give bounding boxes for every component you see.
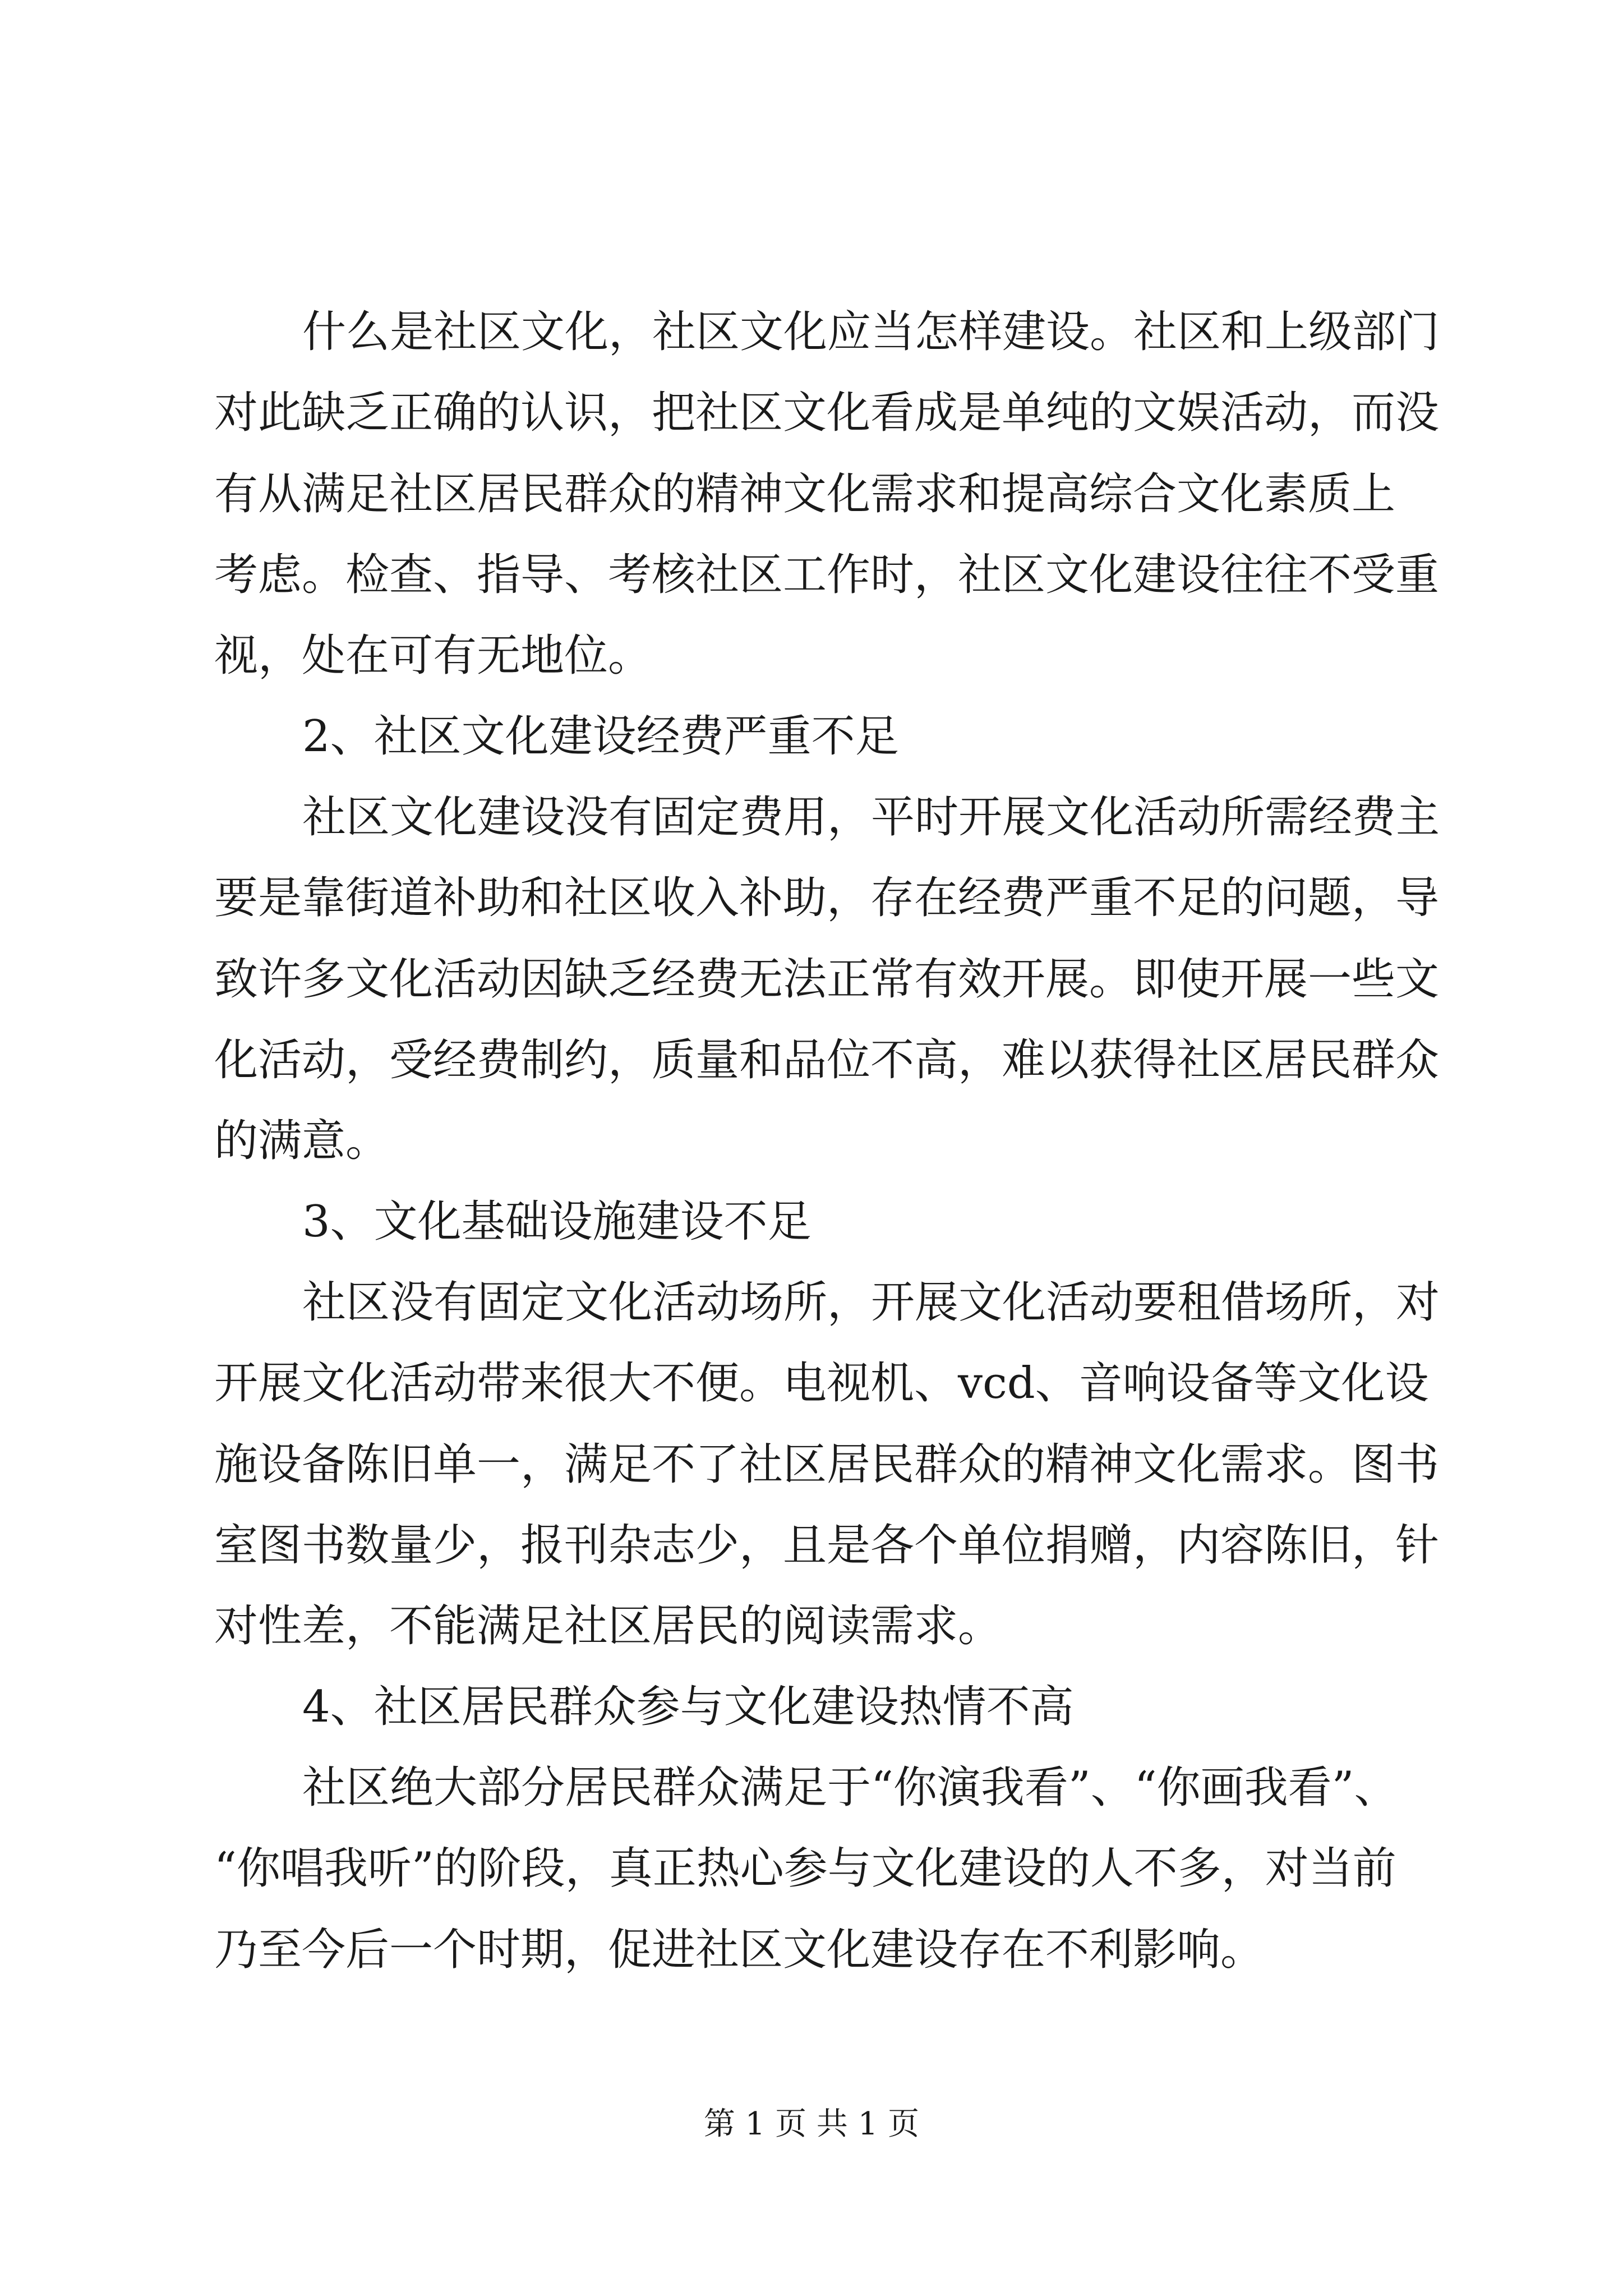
- section-heading: 3、文化基础设施建设不足: [302, 1197, 811, 1247]
- paragraph-line: “你唱我听”的阶段，真正热心参与文化建设的人不多，对当前: [214, 1843, 1396, 1894]
- section-heading: 4、社区居民群众参与文化建设热情不高: [302, 1682, 1074, 1732]
- paragraph-line: 社区没有固定文化活动场所，开展文化活动要租借场所，对: [302, 1277, 1440, 1328]
- paragraph-line: 致许多文化活动因缺乏经费无法正常有效开展。即使开展一些文: [214, 954, 1440, 1005]
- paragraph-line: 对此缺乏正确的认识，把社区文化看成是单纯的文娱活动，而没: [214, 388, 1440, 438]
- paragraph-line: 有从满足社区居民群众的精神文化需求和提高综合文化素质上: [214, 469, 1396, 519]
- paragraph-line: 对性差，不能满足社区居民的阅读需求。: [214, 1601, 1002, 1651]
- paragraph-line: 开展文化活动带来很大不便。电视机、vcd、音响设备等文化设: [214, 1358, 1429, 1409]
- paragraph-line: 室图书数量少，报刊杂志少，且是各个单位捐赠，内容陈旧，针: [214, 1520, 1440, 1571]
- paragraph-line: 社区绝大部分居民群众满足于“你演我看”、“你画我看”、: [302, 1763, 1398, 1813]
- paragraph-line: 化活动，受经费制约，质量和品位不高，难以获得社区居民群众: [214, 1035, 1440, 1085]
- paragraph-line: 社区文化建设没有固定费用，平时开展文化活动所需经费主: [302, 792, 1440, 843]
- paragraph-line: 什么是社区文化，社区文化应当怎样建设。社区和上级部门: [302, 307, 1440, 357]
- paragraph-line: 乃至今后一个时期，促进社区文化建设存在不利影响。: [214, 1925, 1265, 1975]
- paragraph-line: 要是靠街道补助和社区收入补助，存在经费严重不足的问题，导: [214, 873, 1440, 923]
- paragraph-line: 视，处在可有无地位。: [214, 631, 652, 681]
- paragraph-line: 的满意。: [214, 1116, 390, 1166]
- page-number-footer: 第 1 页 共 1 页: [703, 2106, 920, 2142]
- section-heading: 2、社区文化建设经费严重不足: [302, 711, 899, 762]
- paragraph-line: 施设备陈旧单一，满足不了社区居民群众的精神文化需求。图书: [214, 1439, 1440, 1490]
- paragraph-line: 考虑。检查、指导、考核社区工作时，社区文化建设往往不受重: [214, 550, 1440, 600]
